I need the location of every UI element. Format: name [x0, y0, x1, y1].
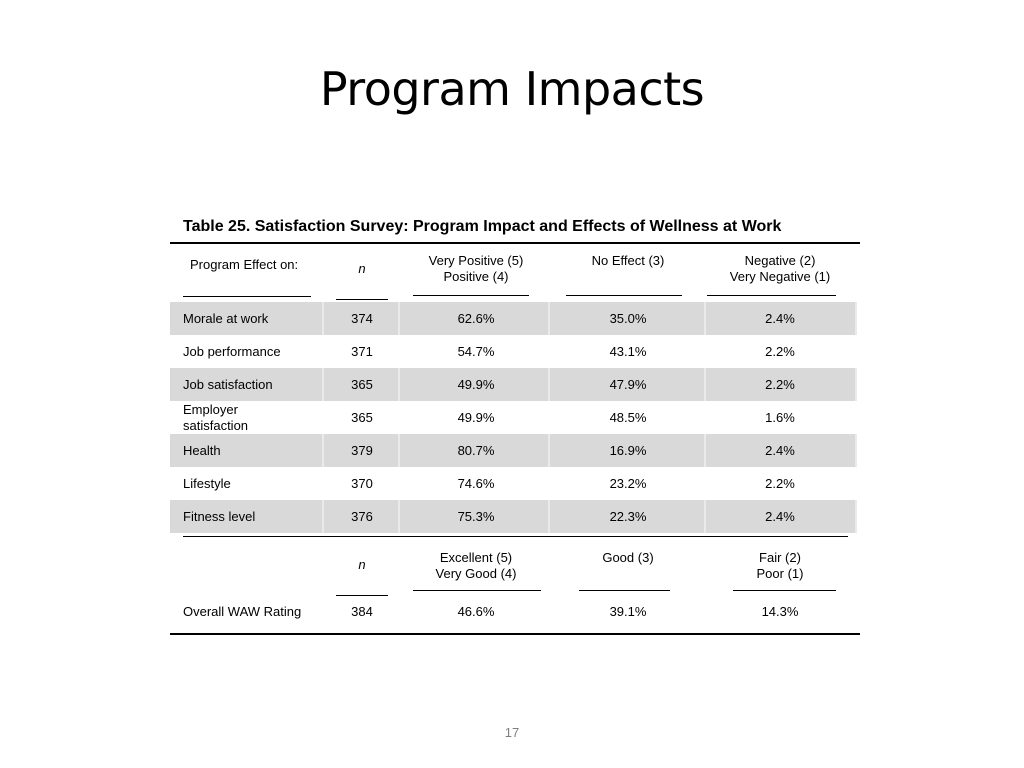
row-label: Job satisfaction	[183, 377, 273, 392]
row-n: 370	[351, 476, 373, 491]
header-no-effect: No Effect (3)	[591, 253, 665, 268]
row-positive: 75.3%	[457, 509, 495, 524]
header-underline	[336, 299, 388, 300]
row-label: Job performance	[183, 344, 281, 359]
header-underline	[566, 295, 682, 296]
rating-row-n: 384	[351, 604, 373, 619]
table-top-rule	[170, 242, 860, 244]
rating-underline	[336, 595, 388, 596]
rating-header-poor: Poor (1)	[756, 566, 804, 581]
row-shade	[170, 368, 857, 401]
header-n: n	[358, 261, 366, 276]
header-program-effect: Program Effect on:	[190, 257, 299, 272]
table-caption: Table 25. Satisfaction Survey: Program Impact and Effects of Wellness at Work	[183, 218, 782, 235]
table-bottom-rule	[170, 633, 860, 635]
row-shade	[170, 434, 857, 467]
row-label: Lifestyle	[183, 476, 231, 491]
rating-row-fair: 14.3%	[761, 604, 799, 619]
section-divider	[183, 536, 848, 537]
row-no-effect: 23.2%	[609, 476, 647, 491]
row-negative: 1.6%	[765, 410, 795, 425]
header-positive: Positive (4)	[443, 269, 509, 284]
row-no-effect: 35.0%	[609, 311, 647, 326]
rating-row-good: 39.1%	[609, 604, 647, 619]
row-label: Health	[183, 443, 221, 458]
row-positive: 49.9%	[457, 377, 495, 392]
row-label: Employer	[183, 402, 238, 417]
row-label: satisfaction	[183, 418, 249, 433]
row-negative: 2.2%	[765, 377, 795, 392]
rating-header-very-good: Very Good (4)	[435, 566, 517, 581]
row-negative: 2.4%	[765, 509, 795, 524]
rating-header-fair: Fair (2)	[759, 550, 801, 565]
row-no-effect: 43.1%	[609, 344, 647, 359]
row-negative: 2.4%	[765, 443, 795, 458]
row-positive: 74.6%	[457, 476, 495, 491]
header-underline	[707, 295, 836, 296]
rating-underline	[579, 590, 670, 591]
rating-underline	[413, 590, 541, 591]
row-n: 376	[351, 509, 373, 524]
row-positive: 62.6%	[457, 311, 495, 326]
row-no-effect: 16.9%	[609, 443, 647, 458]
row-label: Morale at work	[183, 311, 269, 326]
row-positive: 54.7%	[457, 344, 495, 359]
header-underline	[183, 296, 311, 297]
slide-title: Program Impacts	[319, 62, 705, 116]
row-positive: 49.9%	[457, 410, 495, 425]
row-label: Fitness level	[183, 509, 256, 524]
header-very-negative: Very Negative (1)	[729, 269, 831, 284]
header-very-positive: Very Positive (5)	[428, 253, 524, 268]
row-negative: 2.4%	[765, 311, 795, 326]
row-no-effect: 22.3%	[609, 509, 647, 524]
page-number: 17	[504, 725, 520, 740]
row-no-effect: 47.9%	[609, 377, 647, 392]
row-shade	[170, 500, 857, 533]
row-no-effect: 48.5%	[609, 410, 647, 425]
row-n: 379	[351, 443, 373, 458]
row-n: 371	[351, 344, 373, 359]
row-n: 365	[351, 410, 373, 425]
header-underline	[413, 295, 529, 296]
rating-header-n: n	[358, 557, 366, 572]
row-n: 365	[351, 377, 373, 392]
row-positive: 80.7%	[457, 443, 495, 458]
row-shade	[170, 302, 857, 335]
rating-row-label: Overall WAW Rating	[183, 604, 302, 619]
rating-row-excellent: 46.6%	[457, 604, 495, 619]
row-negative: 2.2%	[765, 476, 795, 491]
header-negative: Negative (2)	[744, 253, 816, 268]
row-negative: 2.2%	[765, 344, 795, 359]
rating-underline	[733, 590, 836, 591]
rating-header-good: Good (3)	[602, 550, 654, 565]
row-n: 374	[351, 311, 373, 326]
rating-header-excellent: Excellent (5)	[439, 550, 513, 565]
